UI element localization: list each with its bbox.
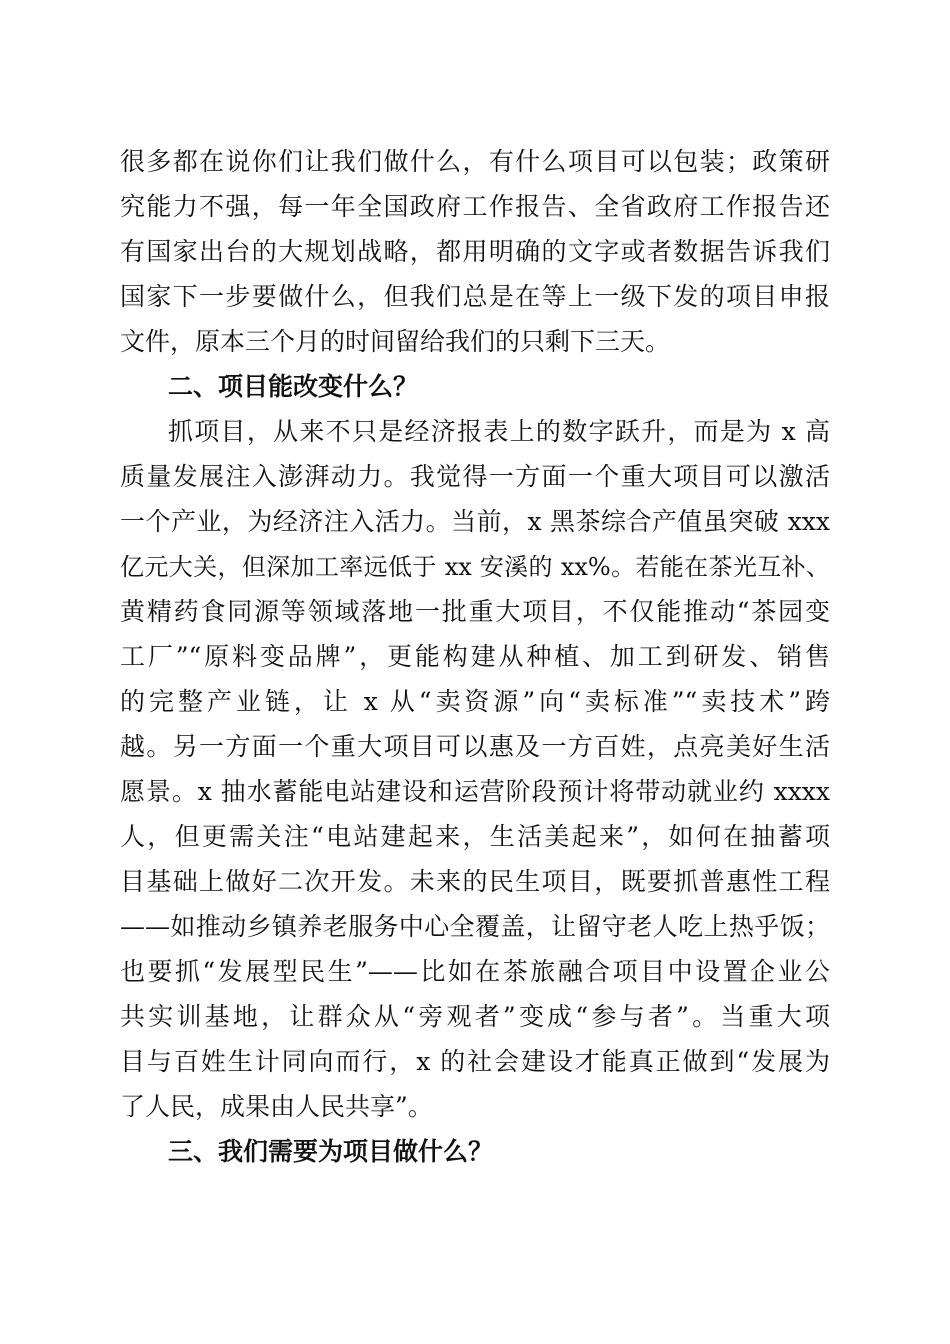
paragraph-line: 质量发展注入澎湃动力。我觉得一方面一个重大项目可以激活	[120, 462, 830, 491]
paragraph-line: 黄精药食同源等领域落地一批重大项目，不仅能推动“茶园变	[120, 597, 830, 626]
paragraph-line: 也要抓“发展型民生”——比如在茶旅融合项目中设置企业公	[120, 957, 830, 986]
paragraph-line: 工厂”“原料变品牌”，更能构建从种植、加工到研发、销售	[120, 642, 830, 671]
paragraph-line: 很多都在说你们让我们做什么，有什么项目可以包装；政策研	[120, 147, 830, 176]
paragraph-line: 共实训基地，让群众从“旁观者”变成“参与者”。当重大项	[120, 1002, 830, 1031]
paragraph-line: 目与百姓生计同向而行，x 的社会建设才能真正做到“发展为	[120, 1047, 830, 1076]
paragraph-line: 的完整产业链，让 x 从“卖资源”向“卖标准”“卖技术”跨	[120, 687, 830, 716]
paragraph-line: 国家下一步要做什么，但我们总是在等上一级下发的项目申报	[120, 282, 830, 311]
paragraph-line: 愿景。x 抽水蓄能电站建设和运营阶段预计将带动就业约 xxxx	[120, 777, 830, 806]
paragraph-line: 究能力不强，每一年全国政府工作报告、全省政府工作报告还	[120, 192, 830, 221]
paragraph-line: 目基础上做好二次开发。未来的民生项目，既要抓普惠性工程	[120, 867, 830, 896]
paragraph-line: 亿元大关，但深加工率远低于 xx 安溪的 xx%。若能在茶光互补、	[120, 553, 830, 581]
paragraph-line: 抓项目，从来不只是经济报表上的数字跃升，而是为 x 高	[168, 417, 830, 446]
paragraph-line: 越。另一方面一个重大项目可以惠及一方百姓，点亮美好生活	[120, 732, 830, 761]
section-heading: 三、我们需要为项目做什么？	[168, 1137, 494, 1166]
paragraph-line: 一个产业，为经济注入活力。当前，x 黑茶综合产值虽突破 xxx	[120, 507, 830, 536]
paragraph-line: 有国家出台的大规划战略，都用明确的文字或者数据告诉我们	[120, 237, 830, 266]
paragraph-line: 人，但更需关注“电站建起来，生活美起来”，如何在抽蓄项	[120, 822, 830, 851]
paragraph-line: 了人民，成果由人民共享”。	[120, 1092, 433, 1121]
paragraph-line: ——如推动乡镇养老服务中心全覆盖，让留守老人吃上热乎饭；	[120, 912, 830, 941]
paragraph-line: 文件，原本三个月的时间留给我们的只剩下三天。	[120, 327, 671, 356]
section-heading: 二、项目能改变什么？	[168, 372, 419, 401]
